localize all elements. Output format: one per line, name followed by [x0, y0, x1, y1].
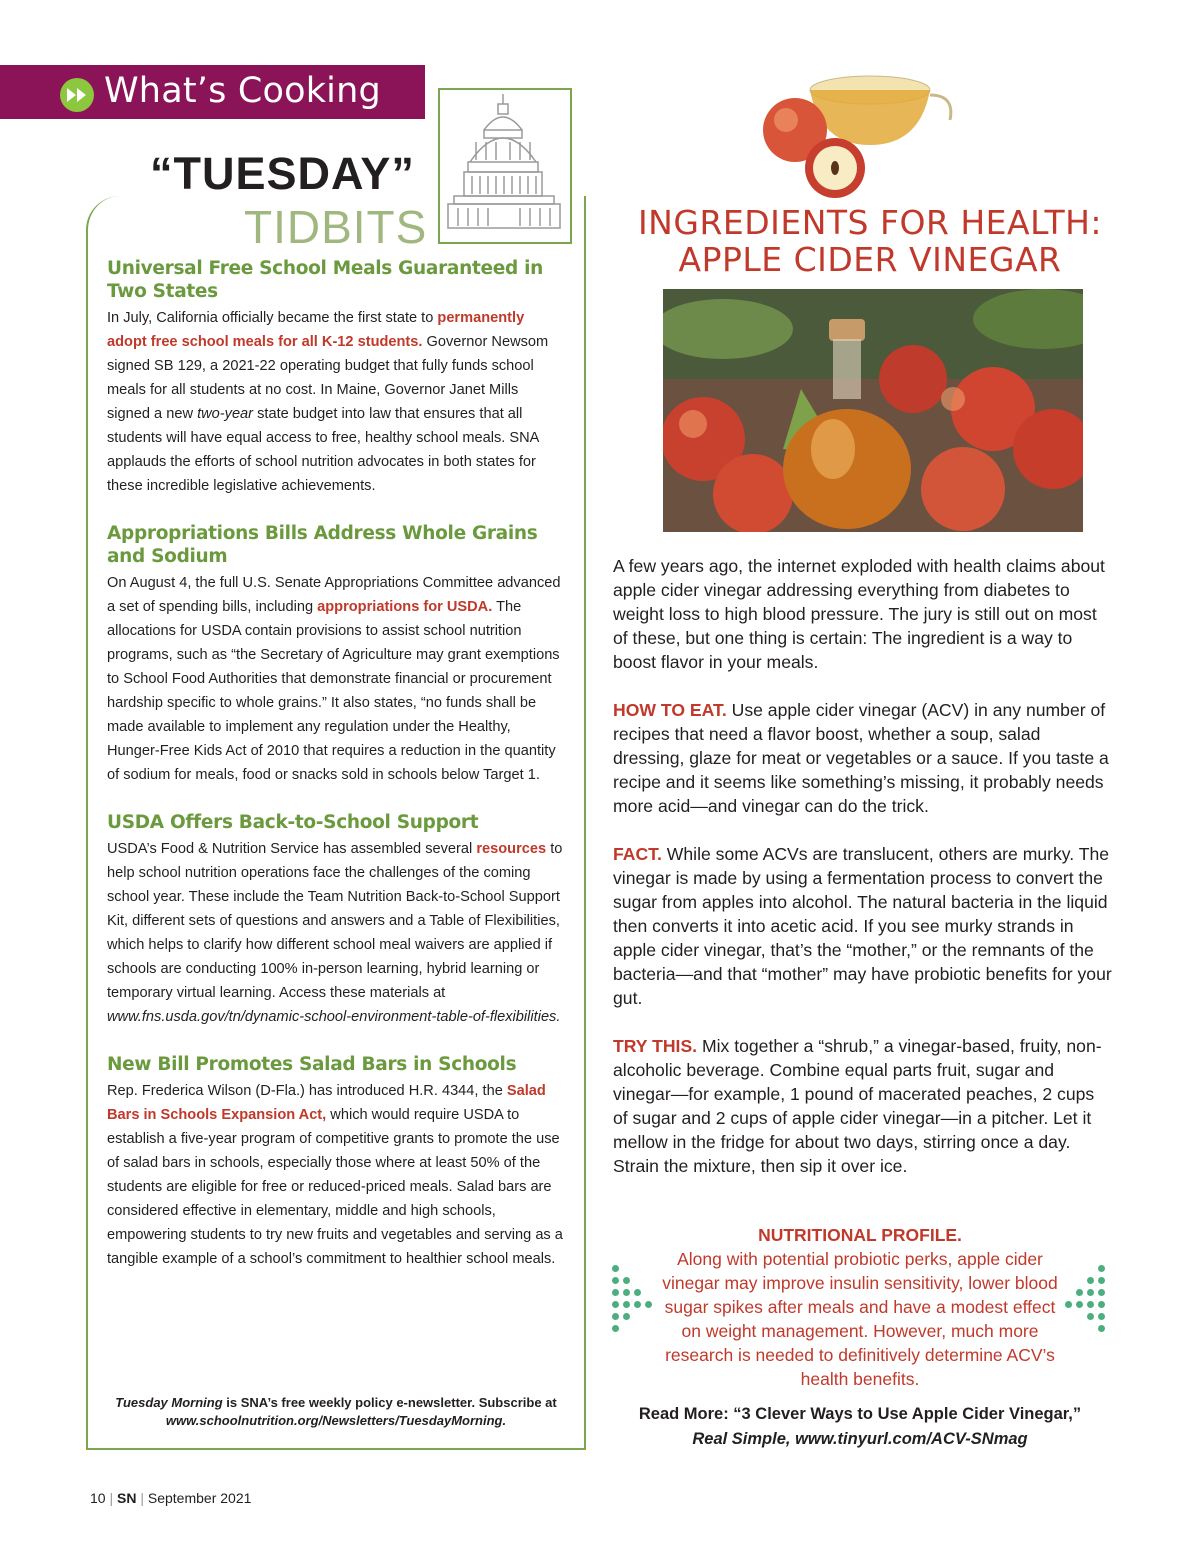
page-number: 10 [90, 1490, 106, 1506]
feature-headline: INGREDIENTS FOR HEALTH: APPLE CIDER VINEGAR [637, 203, 1103, 279]
article-body: USDA’s Food & Nutrition Service has assembled several resources to help school nutrition operations face the challenges of the coming school year. These include the Team Nutrition Back-to-School Support Kit, different sets of questions and answers and a Table of Flexibilities, which helps to clarify how different school meal waivers are applied if schools are conducting 100% in-person learning, hybrid learning or temporary virtual learning. Access these materials at www.fns.usda.gov/tn/dynamic-school-environment-table-of-flexibilities. [107, 841, 563, 1025]
vinegar-gravy-boat-illustration [740, 50, 960, 200]
feature-section: TRY THIS. Mix together a “shrub,” a vinegar-based, fruity, non-alcoholic beverage. Combine equal parts fruit, sugar and vinegar—for example, 1 pound of macerated peaches, 2 cups of sugar and 2 cups of apple cider vinegar—in a pitcher. Let it mellow in the fridge for about two days, stirring once a day. Strain the mixture, then sip it over ice. [613, 1036, 1102, 1176]
article-heading: Universal Free School Meals Guaranteed in Two States [107, 258, 544, 302]
section-title: What’s Cooking [104, 71, 381, 111]
capitol-illustration [438, 88, 572, 244]
capitol-icon [440, 90, 570, 242]
apple-cider-vinegar-photo [663, 289, 1083, 532]
page-footer: 10 | SN | September 2021 [90, 1490, 252, 1506]
article-body: In July, California officially became the first state to permanently adopt free school meals for all K-12 students. Governor Newsom signed SB 129, a 2021-22 operating budget that fully funds school meals for all students at no cost. In Maine, Governor Janet Mills signed a new two-year state budget into law that ensures that all students will have equal access to free, healthy school meals. SNA applauds the efforts of school nutrition advocates in both states for these incredible legislative achievements. [107, 310, 549, 494]
fast-forward-icon [60, 78, 94, 112]
article-link[interactable]: permanently adopt free school meals for all K-12 students. [107, 310, 525, 350]
read-more-link[interactable]: Real Simple, www.tinyurl.com/ACV-SNmag [692, 1430, 1028, 1448]
feature-section: HOW TO EAT. Use apple cider vinegar (ACV) in any number of recipes that need a flavor boost, whether a soup, salad dressing, glaze for meat or vegetables or a sauce. If you taste a recipe and it seems like something’s missing, it probably needs more acid—and vinegar can do the trick. [613, 700, 1109, 816]
magazine-name: SN [117, 1490, 137, 1506]
article-link[interactable]: appropriations for USDA. [317, 599, 493, 615]
column-title-tidbits: TIDBITS [244, 201, 428, 253]
decorative-dots-left [612, 1265, 652, 1335]
nutritional-profile: NUTRITIONAL PROFILE. Along with potential probiotic perks, apple cider vinegar may improve insulin sensitivity, lower blood sugar spikes after meals and have a modest effect on weight management. However, much more research is needed to definitively determine ACV’s health benefits. [662, 1225, 1058, 1389]
feature-intro: A few years ago, the internet exploded with health claims about apple cider vinegar addressing everything from diabetes to weight loss to high blood pressure. The jury is still out on most of these, but one thing is certain: The ingredient is a way to boost flavor in your meals. [613, 556, 1105, 672]
article-link[interactable]: Salad Bars in Schools Expansion Act, [107, 1083, 546, 1123]
article-heading: New Bill Promotes Salad Bars in Schools [107, 1054, 517, 1075]
tidbits-column [107, 257, 565, 1295]
newsletter-link[interactable]: www.schoolnutrition.org/Newsletters/TuesdayMorning. [165, 1413, 507, 1428]
decorative-dots-right [1065, 1265, 1105, 1335]
issue-date: September 2021 [147, 1490, 252, 1506]
article-body: On August 4, the full U.S. Senate Appropriations Committee advanced a set of spending bills, including appropriations for USDA. The allocations for USDA contain provisions to assist school nutrition programs, such as “the Secretary of Agriculture may grant exemptions to School Food Authorities that demonstrate financial or procurement hardship specific to whole grains.” It also states, “no funds shall be made available to implement any regulation under the Healthy, Hunger-Free Kids Act of 2010 that requires a reduction in the quantity of sodium for meals, food or snacks sold in schools below Target 1. [107, 575, 561, 783]
column-title-tuesday: “TUESDAY” [150, 148, 415, 199]
read-more: Read More: “3 Clever Ways to Use Apple Cider Vinegar,” Real Simple, www.tinyurl.com/ACV-SNmag [638, 1405, 1082, 1448]
feature-body [613, 554, 1113, 1202]
article-heading: Appropriations Bills Address Whole Grains and Sodium [107, 523, 538, 567]
article-body: Rep. Frederica Wilson (D-Fla.) has introduced H.R. 4344, the Salad Bars in Schools Expansion Act, which would require USDA to establish a five-year program of competitive grants to promote the use of salad bars in schools, especially those where at least 50% of the students are eligible for free or reduced-priced meals. Salad bars are considered effective in elementary, middle and high schools, empowering students to try new fruits and vegetables and serving as a tangible example of a school’s commitment to healthier school meals. [107, 1083, 563, 1267]
article-link[interactable]: resources [476, 841, 547, 857]
article-heading: USDA Offers Back-to-School Support [107, 812, 479, 833]
newsletter-footnote: Tuesday Morning is SNA’s free weekly policy e-newsletter. Subscribe at www.schoolnutrition.org/Newsletters/TuesdayMorning. [115, 1395, 557, 1428]
feature-section: FACT. While some ACVs are translucent, others are murky. The vinegar is made by using a fermentation process to convert the sugar from apples into alcohol. The natural bacteria in the liquid then converts it into acetic acid. If you see murky strands in apple cider vinegar, that’s the “mother,” or the remnants of the bacteria—and that “mother” may have probiotic benefits for your gut. [613, 844, 1112, 1008]
